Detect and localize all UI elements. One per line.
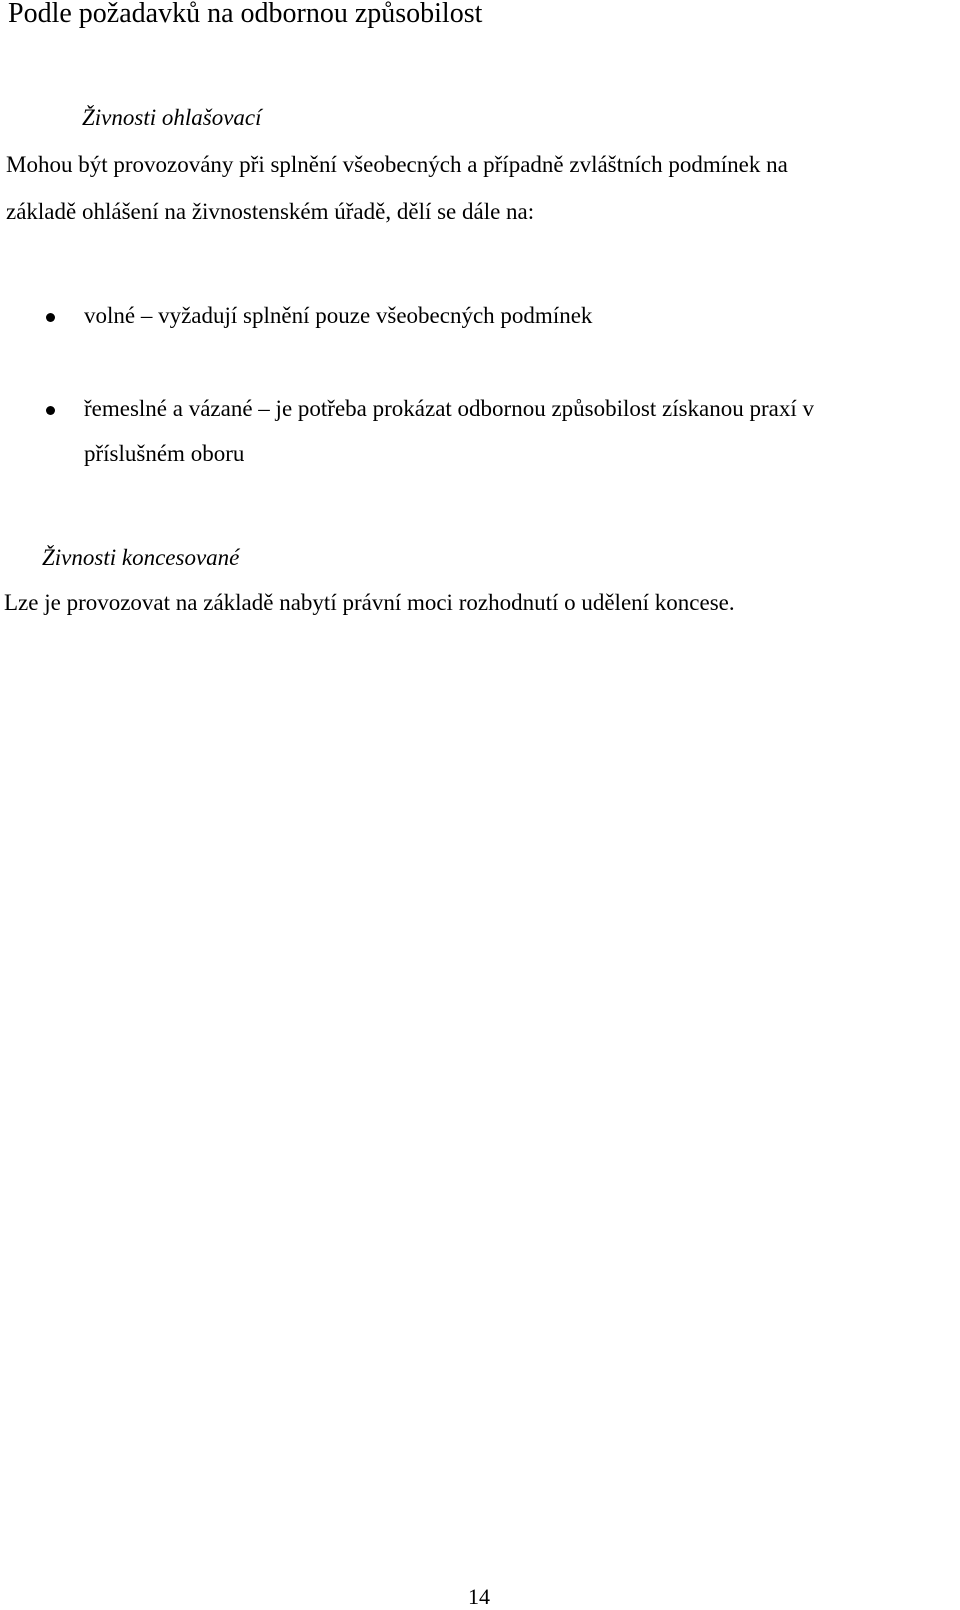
section-title-ohlasovaci: Živnosti ohlašovací [82, 105, 262, 130]
bullet-icon [46, 313, 55, 322]
paragraph-line: základě ohlášení na živnostenském úřadě, dělí se dále na: [6, 199, 535, 224]
list-item: volné – vyžadují splnění pouze všeobecných podmínek [84, 303, 593, 328]
bullet-icon [46, 406, 55, 415]
list-item-continuation: příslušném oboru [84, 441, 245, 466]
paragraph-line: Lze je provozovat na základě nabytí právní moci rozhodnutí o udělení koncese. [4, 590, 735, 615]
paragraph-line: Mohou být provozovány při splnění všeobecných a případně zvláštních podmínek na [6, 152, 788, 177]
list-item: řemeslné a vázané – je potřeba prokázat odbornou způsobilost získanou praxí v [84, 396, 815, 421]
section-title-koncesovane: Živnosti koncesované [42, 545, 240, 570]
page-number: 14 [468, 1584, 490, 1609]
page-heading: Podle požadavků na odbornou způsobilost [8, 0, 483, 29]
